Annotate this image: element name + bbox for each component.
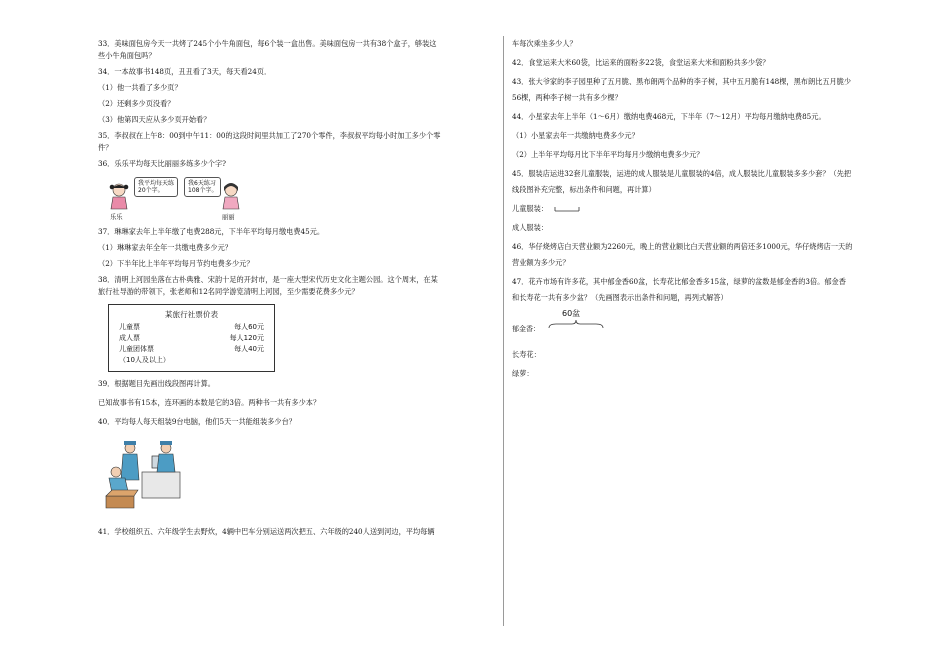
price-row-child [119,322,264,333]
right-column [512,38,912,380]
price-row-adult [119,333,264,344]
price-row-price: 每人40元 [234,345,264,353]
q47-tulip-label: 郁金香： [512,325,540,333]
price-table-title: 某旅行社票价表 [164,310,219,319]
lili-speech-bubble: 我6天练习 108个字。 [184,177,221,197]
q34-part3: （3）他第四天应从多少页开始看？ [98,115,211,124]
q35-line2: 件？ [98,143,113,152]
q33-line2: 些小牛角面包吗？ [98,51,156,60]
lele-speech-bubble: 我平均每天练 20个字。 [134,177,178,197]
q45-adult-label: 成人服装： [512,223,548,232]
price-row-name: 成人票 [119,334,140,342]
lele-name: 乐乐 [110,214,123,221]
q37-part1: （1）琳琳家去年全年一共缴电费多少元？ [98,243,232,252]
q45-child-label: 儿童服装： [512,204,548,213]
price-row-price: 每人120元 [229,334,264,342]
q37: 37．琳琳家去年上半年缴了电费288元，下半年平均每月缴电费45元。 [98,227,325,236]
q43-line1: 43．张大爷家的李子园里种了五月脆、黑布朗两个品种的李子树，其中五月脆有148棵，黑布朗比五月脆少 [512,77,852,86]
price-group-note: （10人及以上） [119,356,170,364]
price-row-name: 儿童团体票 [119,345,154,353]
q37-part2: （2）下半年比上半年平均每月节约电费多少元？ [98,259,254,268]
price-row-price: 每人60元 [234,323,264,331]
column-divider [503,36,504,626]
q47-tulip-diagram [512,308,912,342]
q47-line2: 和长寿花一共有多少盆？（先画图表示出条件和问题，再列式解答） [512,293,728,302]
q38-line2: 旅行社导游的带领下，张老师和12名同学游览清明上河园，至少需要花费多少元？ [98,287,359,296]
girl-lele-icon [108,182,130,210]
q34-part1: （1）他一共看了多少页？ [98,83,182,92]
q45-line2: 线段图补充完整，标出条件和问题，再计算） [512,185,656,194]
q35-line1: 35．李叔叔在上午8：00到中午11：00的这段时间里共加工了270个零件，李叔叔平均每小时加工多少个零 [98,131,441,140]
q40: 40．平均每人每天组装9台电脑，他们5天一共能组装多少台？ [98,417,296,426]
girl-lili-icon [220,182,242,210]
q45-child-row [512,203,912,215]
q39: 39．根据题目先画出线段图再计算。 [98,379,215,388]
price-row-group [119,344,264,355]
q39-body: 已知故事书有15本，连环画的本数是它的3倍。两种书一共有多少本？ [98,398,321,407]
q38-line1: 38．清明上河园坐落在古朴典雅、宋韵十足的开封市，是一座大型宋代历史文化主题公园。这个周末，在某 [98,275,438,284]
q47-brace-label: 60盆 [562,309,581,318]
q44: 44．小星家去年上半年（1～6月）缴纳电费468元，下半年（7～12月）平均每月缴纳电费85元。 [512,112,826,121]
q47-longevity-label: 长寿花： [512,350,541,359]
q46-line2: 营业额为多少元？ [512,258,570,267]
q42: 42．食堂运来大米60袋，比运来的面粉多22袋，食堂运来大米和面粉共多少袋？ [512,58,770,67]
q41-line1: 41．学校组织五、六年级学生去野炊，4辆中巴车分别运送两次把五、六年级的240人送到河边，平均每辆 [98,527,435,536]
q45-line1: 45．服装店运进32套儿童服装，运进的成人服装是儿童服装的4倍，成人服装比儿童服装多多少套？（先把 [512,169,852,178]
q47-brace-icon [548,319,604,329]
lili-name: 丽丽 [222,214,235,221]
q47-pothos-label: 绿萝： [512,369,534,378]
q36: 36．乐乐平均每天比丽丽多练多少个字? [98,159,227,168]
q34: 34．一本故事书148页，丑丑看了3天，每天看24页． [98,67,272,76]
q43-line2: 56棵，两种李子树一共有多少棵？ [512,93,622,102]
child-segment-line [554,206,580,212]
left-column [98,38,498,538]
q41-line2: 车每次乘坐多少人？ [512,39,577,48]
q44-part1: （1）小星家去年一共缴纳电费多少元？ [512,131,639,140]
q44-part2: （2）上半年平均每月比下半年平均每月少缴纳电费多少元？ [512,150,704,159]
q33-line1: 33．美味面包房今天一共烤了245个小牛角面包，每6个装一盒出售。美味面包房一共有38个盒子，够装这 [98,39,437,48]
ticket-price-table [108,304,275,372]
price-row-name: 儿童票 [119,323,140,331]
q47-line1: 47．花卉市场有许多花，其中郁金香60盆，长寿花比郁金香多15盆，绿萝的盆数是郁金香的3倍。郁金香 [512,277,846,286]
q46-line1: 46．华仔烧烤店白天营业额为2260元，晚上的营业额比白天营业额的两倍还多1000元，华仔烧烤店一天的 [512,242,853,251]
q36-illustration [108,174,238,224]
q34-part2: （2）还剩多少页没看？ [98,99,175,108]
workers-assembling-computers-icon [104,438,184,510]
